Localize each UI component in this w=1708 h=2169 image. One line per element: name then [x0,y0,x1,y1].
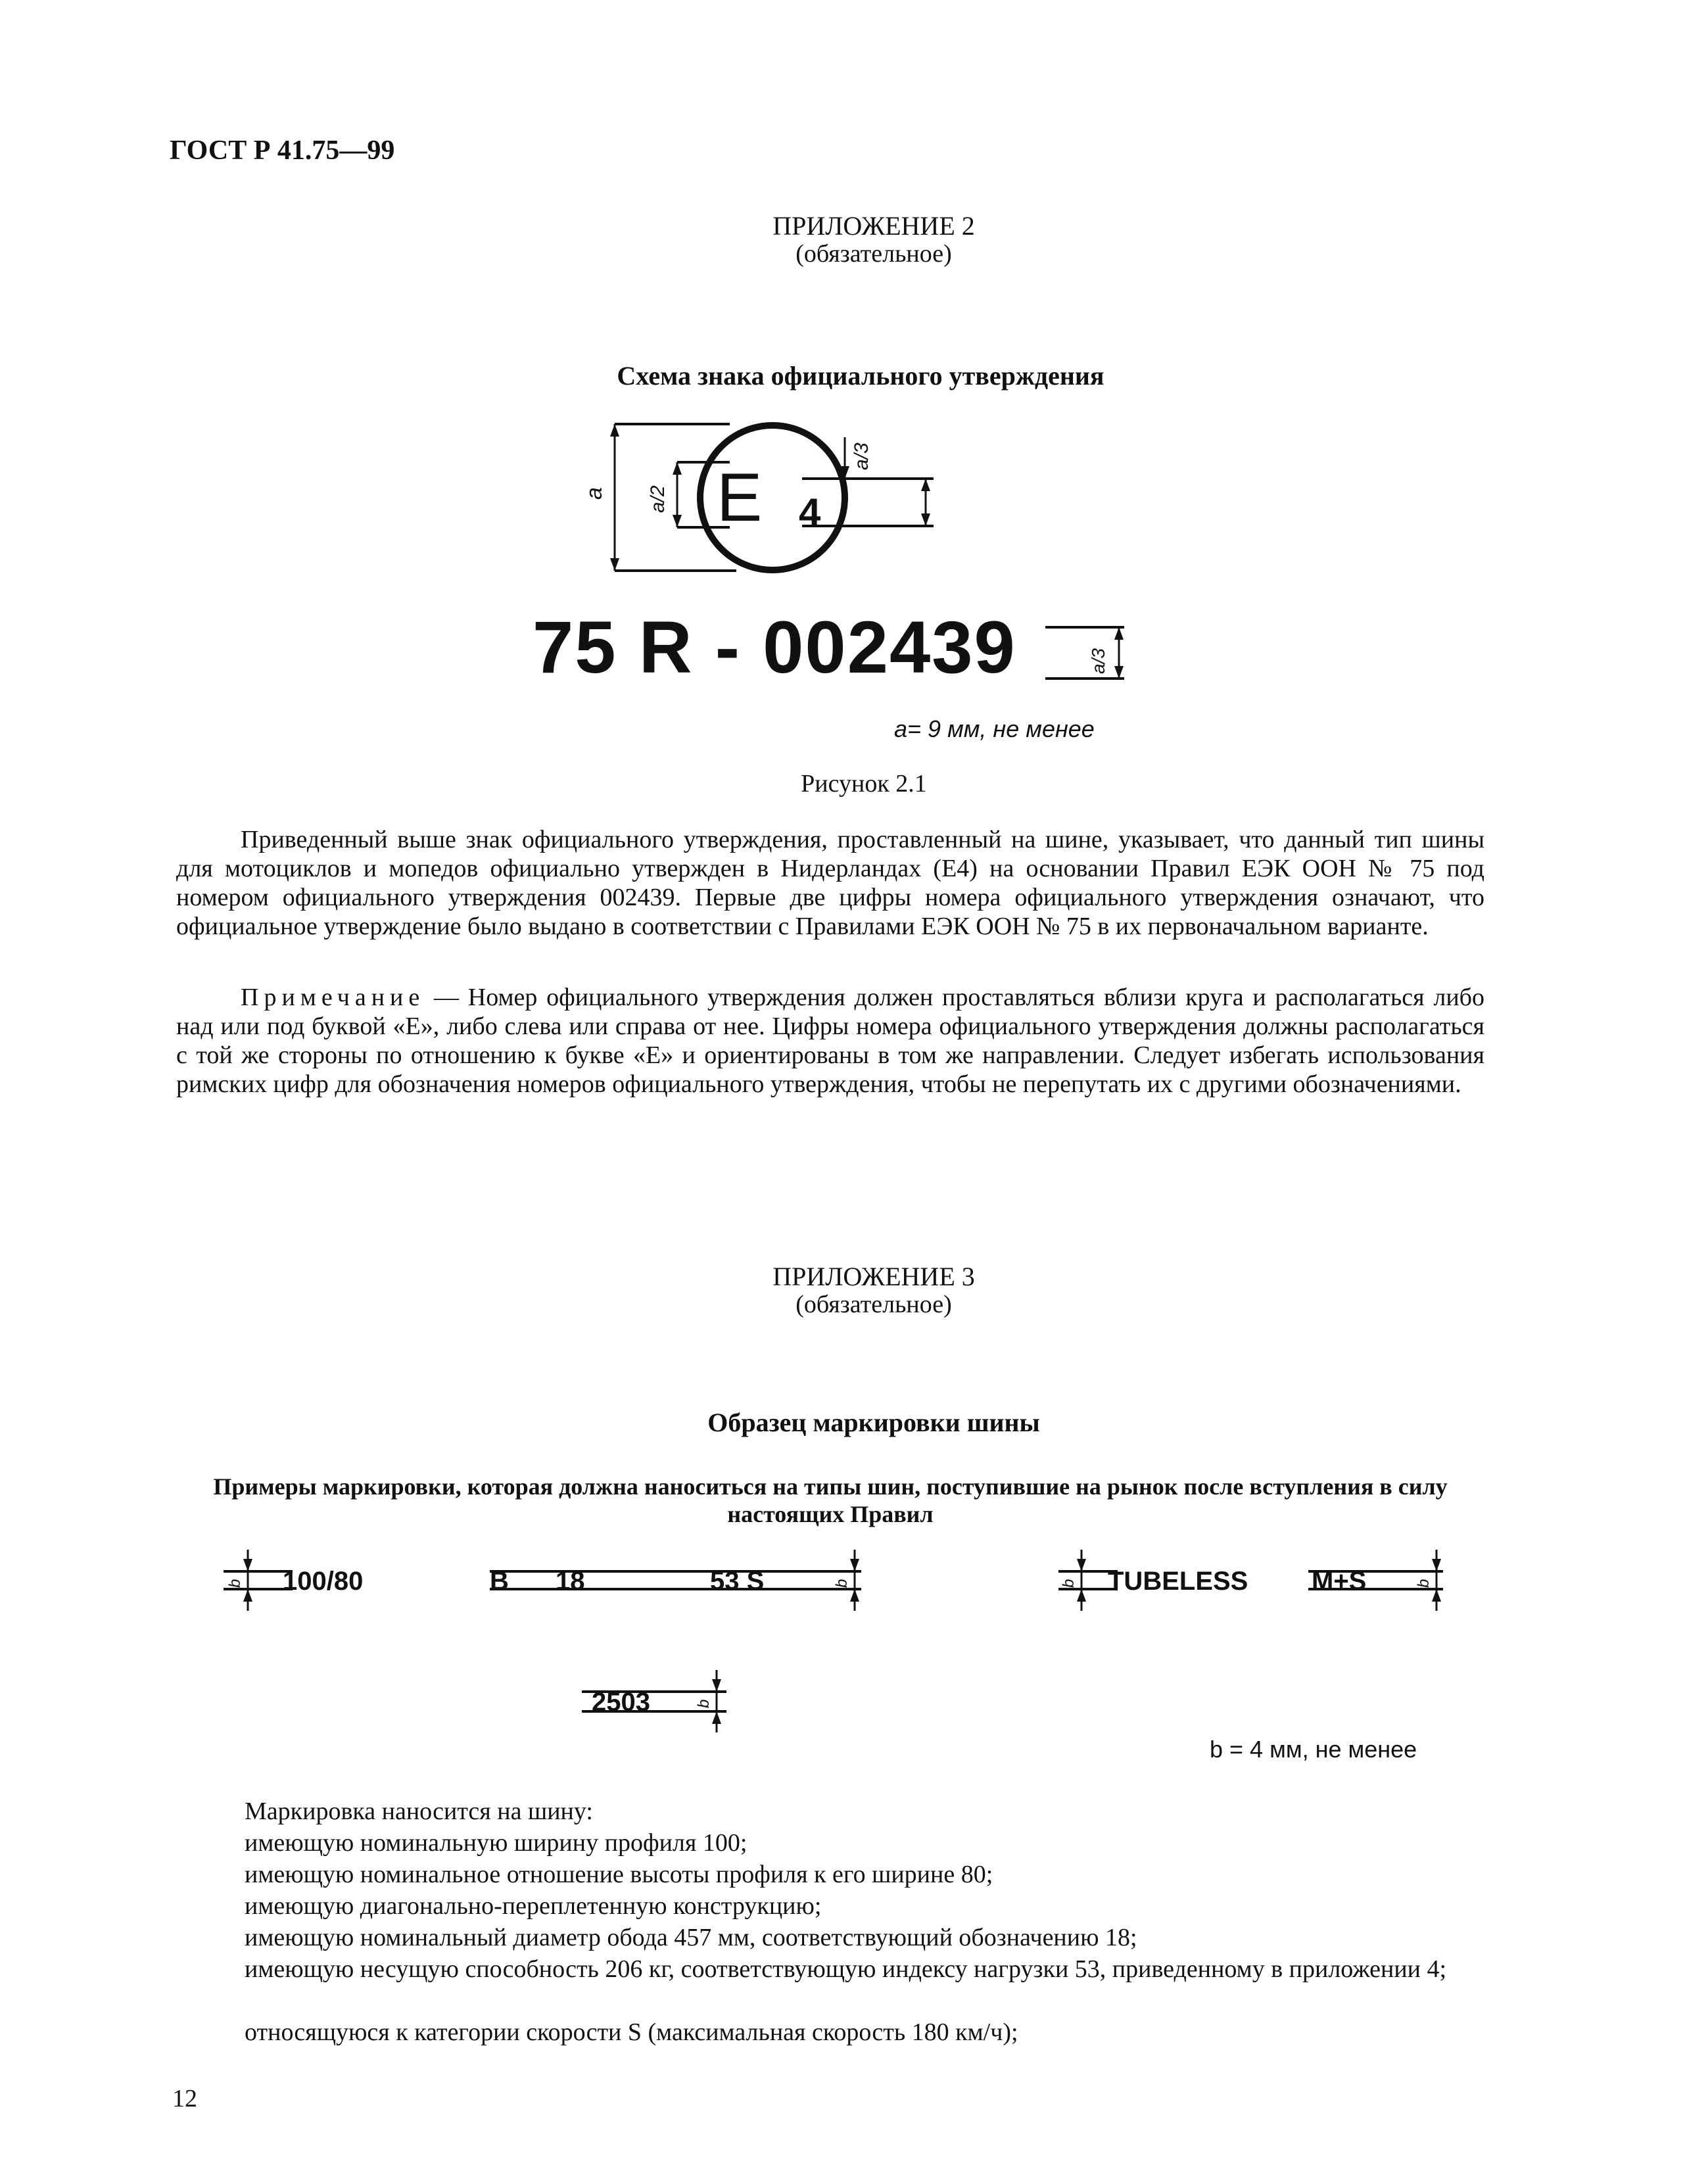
marking-tubeless: TUBELESS [1108,1567,1248,1596]
mark-letter-e: E [717,460,763,536]
approval-number-string: 75 R - 002439 [533,606,1016,688]
marking-list-item: относящуюся к категории скорости S (максимальная скорость 180 км/ч); [245,2018,1018,2046]
marking-list-item: имеющую номинальное отношение высоты профиля к его ширине 80; [245,1861,993,1888]
marking-list-item: имеющую диагонально-переплетенную конструкцию; [245,1892,822,1920]
marking-ms: M+S [1312,1567,1367,1596]
approval-number-dimension [1045,618,1131,684]
marking-list-item: имеющую несущую способность 206 кг, соответствующую индексу нагрузки 53, приведенному в приложении 4; [245,1955,1447,1983]
subheading-line-2: настоящих Правил [727,1501,934,1527]
dim-a-half-label: a/2 [647,485,669,513]
marking-size: 100/80 [283,1567,364,1596]
dim-b-label-3: b [1060,1579,1078,1588]
standard-code: ГОСТ Р 41.75—99 [170,135,395,166]
note-label: Примечание [241,984,425,1011]
mark-number: 4 [799,490,821,535]
figure-dimension-note: a= 9 мм, не менее [894,715,1095,742]
dim-a-label: a [582,487,607,500]
marking-construction: B [490,1567,509,1596]
appendix2-title: ПРИЛОЖЕНИЕ 2 [772,211,975,241]
dim-b-label-4: b [1415,1579,1433,1588]
note-text: — Номер официального утверждения должен проставляться вблизи круга и располагаться либо над или под буквой «E», либо слева или справа от нее. Цифры номера официального утверждения должны располагаться с той же стороны по отношению к букве «E» и ориентированы в том же направлении. Следует избегать использования римских цифр для обозначения номеров официального утверждения, чтобы не перепутать их с другими обозначениями. [176,984,1484,1098]
appendix3-status: (обязательное) [795,1291,952,1318]
dim-b-label-1: b [226,1579,244,1588]
dim-a-third-number-label: a/3 [1088,648,1108,674]
marking-list-intro: Маркировка наносится на шину: [245,1798,593,1825]
marking-list-item: имеющую номинальный диаметр обода 457 мм, соответствующий обозначению 18; [245,1924,1137,1951]
subheading-line-1: Примеры маркировки, которая должна наноситься на типы шин, поступившие на рынок после вступления в силу [213,1473,1448,1500]
approval-mark-figure [579,408,947,585]
marking-rim: 18 [556,1567,585,1596]
dim-a-third-label: a/3 [851,442,872,470]
appendix3-subheading [176,1473,1484,1528]
appendix2-paragraph: Приведенный выше знак официального утверждения, проставленный на шине, указывает, что данный тип шины для мотоциклов и мопедов официально утвержден в Нидерландах (E4) на основании Правил ЕЭК ООН № 75 под номером официального утверждения 002439. Первые две цифры номера официального утверждения означают, что официальное утверждение было выдано в соответствии с Правилами ЕЭК ООН № 75 в их первоначальном варианте. [176,826,1484,940]
marking-date: 2503 [592,1688,650,1717]
marking-dimension-note: b = 4 мм, не менее [1210,1736,1417,1763]
figure-caption: Рисунок 2.1 [801,770,927,798]
page-number: 12 [172,2085,197,2112]
appendix2-status: (обязательное) [795,240,952,268]
appendix3-title: ПРИЛОЖЕНИЕ 3 [772,1262,975,1291]
appendix2-note [176,983,1484,1099]
dim-b-label-5: b [695,1699,713,1708]
appendix2-heading: Схема знака официального утверждения [617,361,1104,391]
marking-load-speed: 53 S [710,1567,765,1596]
marking-list-item: имеющую номинальную ширину профиля 100; [245,1829,747,1857]
dim-b-label-2: b [833,1579,851,1588]
appendix3-heading: Образец маркировки шины [707,1408,1040,1437]
